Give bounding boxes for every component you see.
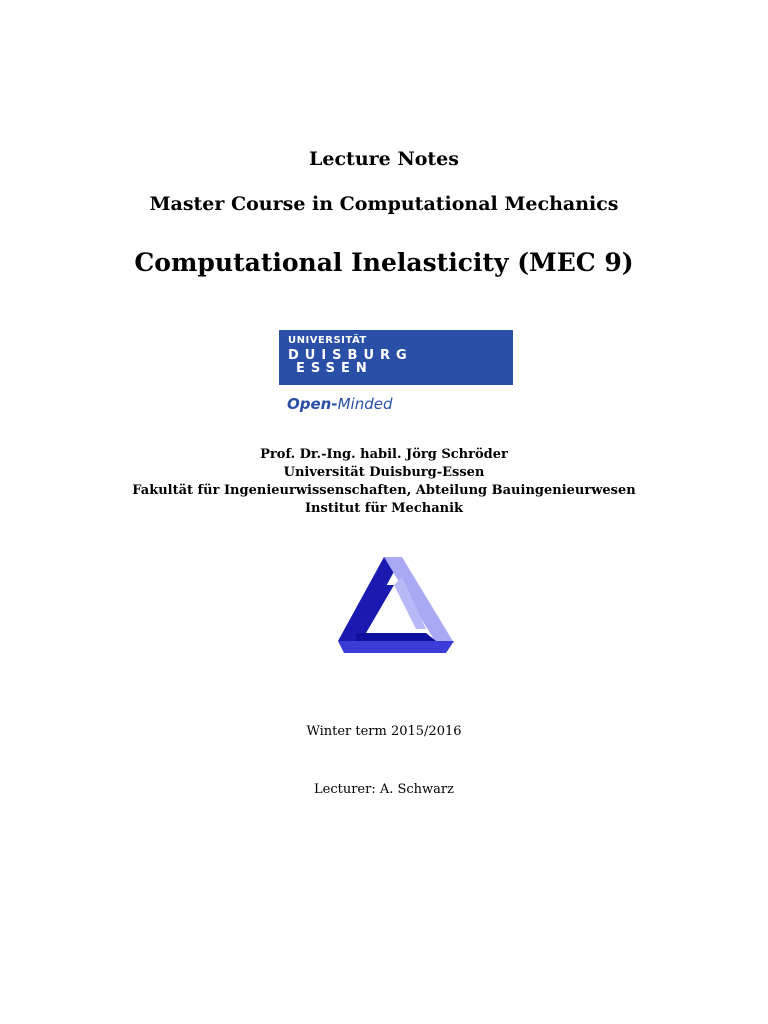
logo-line-universitaet: UNIVERSITÄT (288, 335, 367, 346)
tagline-minded: Minded (337, 395, 393, 413)
triangle-bottom-inner (356, 633, 436, 641)
master-course-heading: Master Course in Computational Mechanics (149, 193, 619, 215)
author-university: Universität Duisburg-Essen (283, 465, 485, 480)
lecturer-text: Lecturer: A. Schwarz (314, 782, 454, 797)
author-institute: Institut für Mechanik (304, 501, 464, 516)
author-name: Prof. Dr.-Ing. habil. Jörg Schröder (260, 447, 508, 462)
tagline-open: Open- (287, 395, 338, 413)
penrose-triangle-icon (336, 555, 456, 655)
course-title: Computational Inelasticity (MEC 9) (134, 248, 634, 277)
university-logo (279, 330, 513, 385)
logo-tagline (287, 395, 392, 413)
term-text: Winter term 2015/2016 (306, 724, 462, 739)
triangle-right-bar (384, 557, 454, 643)
author-block (0, 446, 768, 518)
author-faculty: Fakultät für Ingenieurwissenschaften, Abteilung Bauingenieurwesen (132, 483, 636, 498)
lecture-notes-heading: Lecture Notes (309, 148, 459, 170)
logo-line-essen: ESSEN (296, 361, 373, 376)
triangle-bottom-bar (338, 641, 454, 653)
logo-line-duisburg: DUISBURG (288, 348, 413, 363)
